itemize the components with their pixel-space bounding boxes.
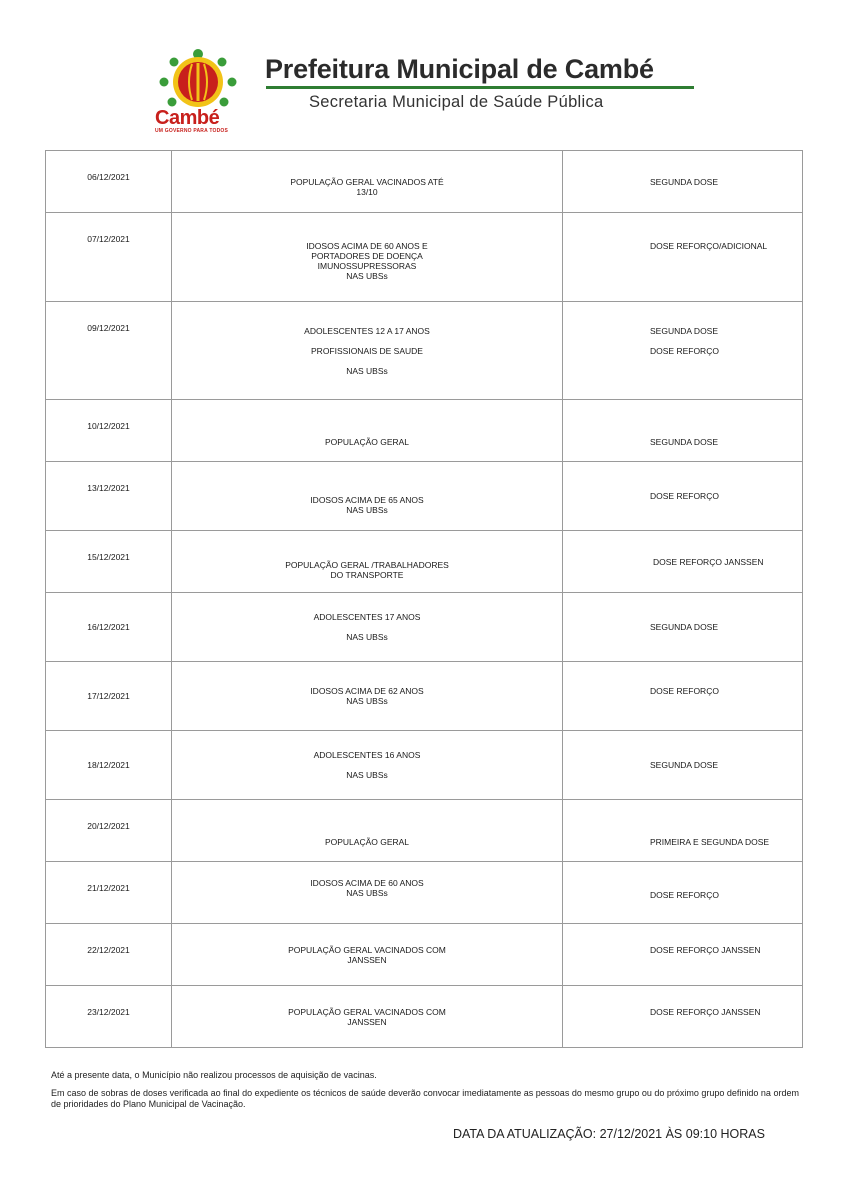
logo-text: Cambé [155,107,220,129]
note-acquisition: Até a presente data, o Município não realizou processos de aquisição de vacinas. [51,1070,377,1080]
dose-cell: DOSE REFORÇO JANSSEN [563,924,803,986]
table-row [46,462,803,531]
table-row [46,986,803,1048]
date-cell: 22/12/2021 [46,924,172,986]
table-row [46,662,803,731]
date-cell: 09/12/2021 [46,302,172,400]
dose-cell: DOSE REFORÇO [563,862,803,924]
dose-cell: SEGUNDA DOSE DOSE REFORÇO [563,302,803,400]
table-row [46,593,803,662]
table-row [46,731,803,800]
group-cell: POPULAÇÃO GERAL [172,800,563,862]
dose-cell: SEGUNDA DOSE [563,731,803,800]
dose-cell: DOSE REFORÇO JANSSEN [563,986,803,1048]
page-subtitle: Secretaria Municipal de Saúde Pública [309,93,604,111]
group-cell: POPULAÇÃO GERAL VACINADOS COM JANSSEN [172,986,563,1048]
group-cell: ADOLESCENTES 17 ANOS NAS UBSs [172,593,563,662]
date-cell: 21/12/2021 [46,862,172,924]
group-cell: POPULAÇÃO GERAL /TRABALHADORES DO TRANSPORTE [172,531,563,593]
group-cell: IDOSOS ACIMA DE 60 ANOS E PORTADORES DE DOENÇA IMUNOSSUPRESSORAS NAS UBSs [172,213,563,302]
dose-cell: DOSE REFORÇO [563,462,803,531]
dose-cell: SEGUNDA DOSE [563,151,803,213]
dose-cell: SEGUNDA DOSE [563,400,803,462]
group-cell: POPULAÇÃO GERAL [172,400,563,462]
group-cell: POPULAÇÃO GERAL VACINADOS ATÉ 13/10 [172,151,563,213]
group-cell: IDOSOS ACIMA DE 62 ANOS NAS UBSs [172,662,563,731]
group-cell: IDOSOS ACIMA DE 65 ANOS NAS UBSs [172,462,563,531]
dose-cell: SEGUNDA DOSE [563,593,803,662]
table-row [46,800,803,862]
logo-slogan: UM GOVERNO PARA TODOS [155,128,229,134]
group-cell: IDOSOS ACIMA DE 60 ANOS NAS UBSs [172,862,563,924]
table-row [46,302,803,400]
date-cell: 16/12/2021 [46,593,172,662]
table-row [46,213,803,302]
group-cell: ADOLESCENTES 16 ANOS NAS UBSs [172,731,563,800]
page-header [0,0,850,150]
dose-cell: DOSE REFORÇO JANSSEN [563,531,803,593]
table-row [46,151,803,213]
vaccination-schedule-table [45,150,803,1048]
group-cell: POPULAÇÃO GERAL VACINADOS COM JANSSEN [172,924,563,986]
dose-cell: PRIMEIRA E SEGUNDA DOSE [563,800,803,862]
table-row [46,400,803,462]
dose-cell: DOSE REFORÇO [563,662,803,731]
group-cell: ADOLESCENTES 12 A 17 ANOS PROFISSIONAIS DE SAUDE NAS UBSs [172,302,563,400]
date-cell: 13/12/2021 [46,462,172,531]
note-leftover-doses: Em caso de sobras de doses verificada ao final do expediente os técnicos de saúde deverão convocar imediatamente as pessoas do mesmo grupo ou do próximo grupo definido na ordem de prioridades do Plano Municipal de Vacinação. [51,1087,799,1109]
update-timestamp: DATA DA ATUALIZAÇÃO: 27/12/2021 ÀS 09:10 HORAS [453,1127,765,1141]
date-cell: 23/12/2021 [46,986,172,1048]
table-row [46,862,803,924]
date-cell: 15/12/2021 [46,531,172,593]
title-underline [266,86,694,89]
date-cell: 06/12/2021 [46,151,172,213]
table-row [46,924,803,986]
table-row [46,531,803,593]
dose-cell: DOSE REFORÇO/ADICIONAL [563,213,803,302]
date-cell: 17/12/2021 [46,662,172,731]
date-cell: 07/12/2021 [46,213,172,302]
footer-notes [51,1070,811,1117]
date-cell: 10/12/2021 [46,400,172,462]
date-cell: 18/12/2021 [46,731,172,800]
date-cell: 20/12/2021 [46,800,172,862]
page-title: Prefeitura Municipal de Cambé [265,54,654,84]
